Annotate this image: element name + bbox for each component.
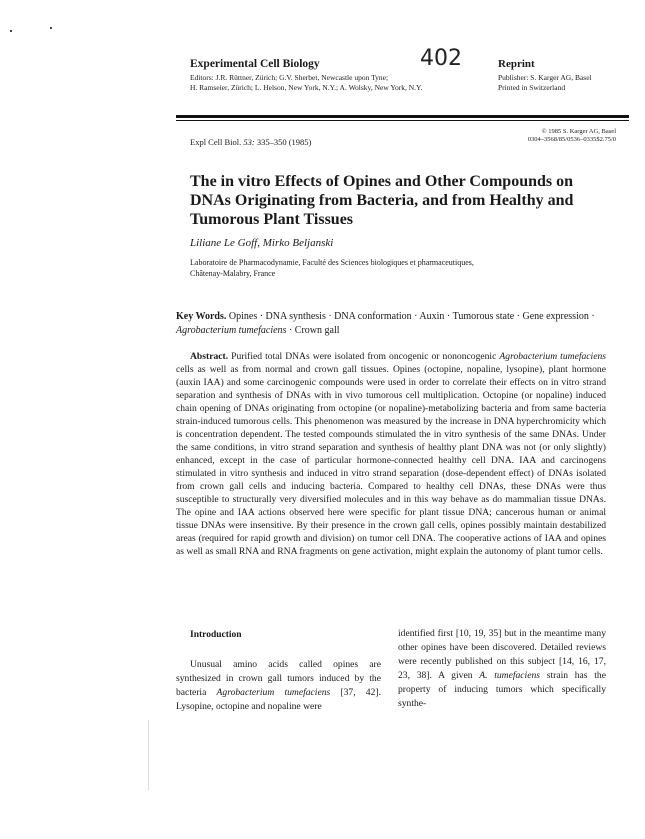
introduction-heading: Introduction <box>190 630 242 640</box>
author-affiliation: Laboratoire de Pharmacodynamie, Faculté des Sciences biologiques et pharmaceutiques, Châtenay-Malabry, France <box>190 258 474 278</box>
journal-citation: Expl Cell Biol. 53: 335–350 (1985) <box>190 137 312 147</box>
editors-list: Editors: J.R. Rüttner, Zürich; G.V. Sherbet, Newcastle upon Tyne; H. Ramseier, Zürich; L. Helson, New York, N.Y.; A. Wolsky, New York, N.Y. <box>190 73 423 92</box>
publisher-info: Publisher: S. Karger AG, Basel Printed in Switzerland <box>498 73 592 92</box>
reprint-label: Reprint <box>498 58 535 70</box>
journal-name: Experimental Cell Biology <box>190 58 320 70</box>
copyright-notice: © 1985 S. Karger AG, Basel 0304–3568/85/0536–0335$2.75/0 <box>527 128 616 143</box>
introduction-right-column: identified first [10, 19, 35] but in the meantime many other opines have been discovered. Detailed reviews were recently published on this subject [14, 16, 17, 23, 38]. A given A. tumefaciens strain has the property of inducing tumors which specifically synthe- <box>398 628 606 709</box>
scan-edge-line <box>148 720 149 790</box>
introduction-left-column: Unusual amino acids called opines are synthesized in crown gall tumors induced by the bacteria Agrobacterium tumefaciens [37, 42]. Lysopine, octopine and nopaline were <box>176 659 381 712</box>
article-authors: Liliane Le Goff, Mirko Beljanski <box>190 237 334 249</box>
handwritten-number: 402 <box>420 46 462 71</box>
header-rule-thick <box>176 115 629 118</box>
scan-speck <box>50 27 52 29</box>
key-words: Key Words. Opines · DNA synthesis · DNA conformation · Auxin · Tumorous state · Gene expression · Agrobacterium tumefaciens · Crown gall <box>176 311 595 336</box>
article-title: The in vitro Effects of Opines and Other Compounds on DNAs Originating from Bacteria, and from Healthy and Tumorous Plant Tissues <box>190 173 574 228</box>
scan-speck <box>10 30 12 32</box>
header-rule-thin <box>176 120 629 121</box>
abstract-paragraph: Abstract. Purified total DNAs were isolated from oncogenic or nononcogenic Agrobacterium tumefaciens cells as well as from normal and crown gall tissues. Opines (octopine, nopaline, lysopine), plant hormone (auxin IAA) and some carcinogenic compounds were used in order to correlate their effects on in vitro strand separation and synthesis of DNAs with in vivo tumorous cell multiplication. Octopine (or nopaline) induced chain opening of DNAs originating from octopine (or nopaline)-metabolizing bacteria and from same bacteria strain-induced tumorous cells. This phenomenon was measured by the increase in DNA hyperchromicity which is concentration dependent. The tested compounds stimulated the in vitro synthesis of the same DNAs. Under the same conditions, in vitro strand separation and synthesis of healthy plant DNA was not (or only slightly) enhanced, except in the case of particular hormone-connected healthy cell DNA. IAA and carcinogens stimulated in vitro synthesis and induced in vitro strand separation (dose-dependent effect) of DNAs isolated from crown gall cells and inducing bacteria. Compared to healthy cell DNAs, these DNAs were thus susceptible to structurally very diversified molecules and in this way behave as do mammalian tissue DNAs. The opine and IAA actions observed here were specific for plant tissue DNA; cancerous human or animal tissue DNAs were insensitive. By their presence in the crown gall cells, opines possibly maintain destabilized areas (required for rapid growth and division) on tumor cell DNA. The cooperative actions of IAA and opines as well as small RNA and RNA fragments on gene activation, might explain the autonomy of plant tumor cells. <box>176 351 607 557</box>
